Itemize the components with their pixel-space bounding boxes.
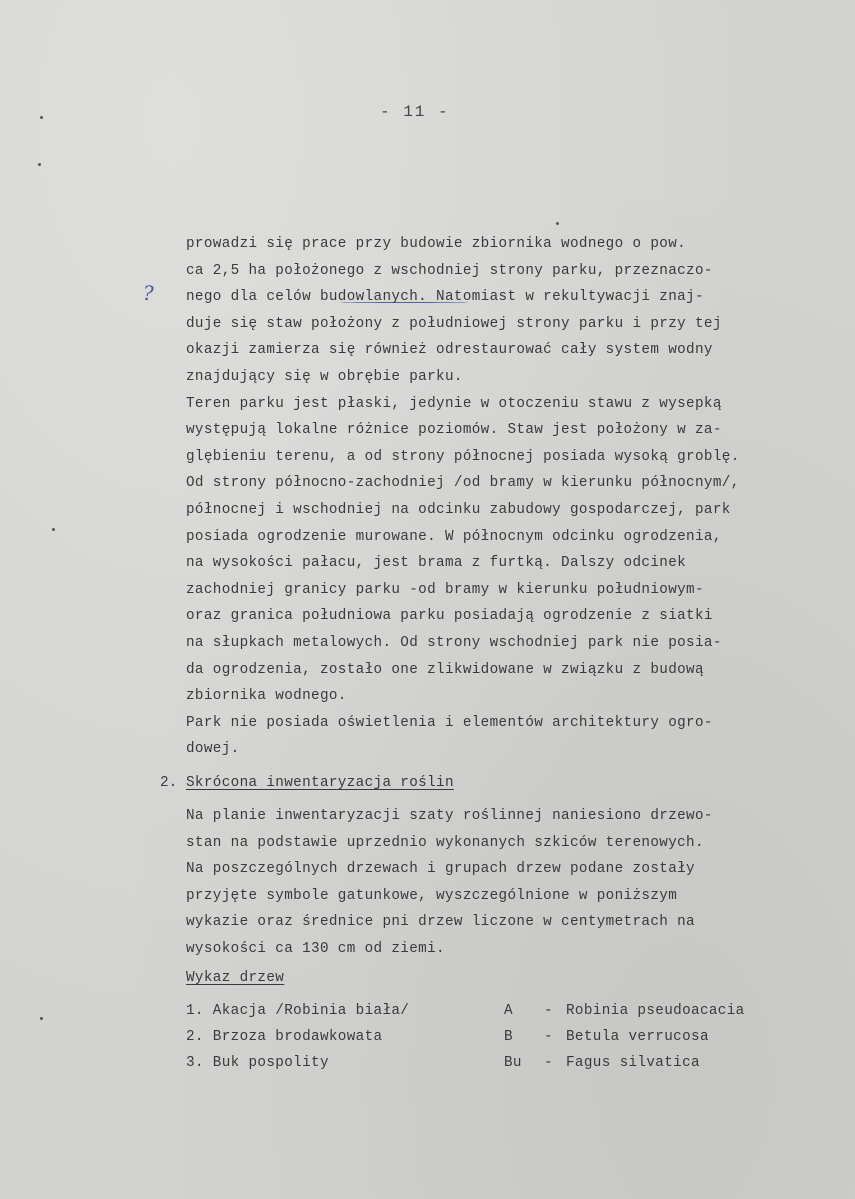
list-item <box>186 1024 826 1050</box>
page-number: - 11 - <box>380 103 450 121</box>
tree-name: 2. Brzoza brodawkowata <box>186 1029 383 1045</box>
paragraph-2: Teren parku jest płaski, jedynie w otoczeniu stawu z wysepką występują lokalne różnice poziomów. Staw jest położony w za- glębieniu terenu, a od strony północnej posiada wysoką groblę. Od strony północno-zachodniej /od bramy w kierunku północnym/, północnej i wschodniej na odcinku zabudowy gospodarczej, park posiada ogrodzenie murowane. W północnym odcinku ogrodzenia, na wysokości pałacu, jest brama z furtką. Dalszy odcinek zachodniej granicy parku -od bramy w kierunku południowym- oraz granica południowa parku posiadają ogrodzenie z siatki na słupkach metalowych. Od strony wschodniej park nie posia- da ogrodzenia, zostało one zlikwidowane w związku z budową zbiornika wodnego. <box>186 395 740 705</box>
tree-symbol: A <box>504 1003 513 1019</box>
paragraph-1: prowadzi się prace przy budowie zbiornika wodnego o pow. ca 2,5 ha położonego z wschodniej strony parku, przeznaczo- nego dla celów budowlanych. Natomiast w rekultywacji znaj- duje się staw położony z południowej strony parku i przy tej okazji zamierza się również odrestaurować cały system wodny znajdujący się w obrębie parku. <box>186 236 722 385</box>
tree-name: 3. Buk pospolity <box>186 1055 329 1071</box>
list-item <box>186 1050 826 1076</box>
paper-speck <box>556 222 559 225</box>
paper-speck <box>38 163 41 166</box>
tree-symbol: B <box>504 1029 513 1045</box>
paragraph-3: Park nie posiada oświetlenia i elementów architektury ogro- dowej. <box>186 714 713 758</box>
tree-list <box>186 998 826 1076</box>
tree-latin-name: Fagus silvatica <box>566 1055 700 1071</box>
paper-speck <box>40 116 43 119</box>
paper-speck <box>52 528 55 531</box>
tree-name: 1. Akacja /Robinia biała/ <box>186 1003 410 1019</box>
section-paragraph: Na planie inwentaryzacji szaty roślinnej naniesiono drzewo- stan na podstawie uprzednio wykonanych szkiców terenowych. Na poszczególnych drzewach i grupach drzew podane zostały przyjęte symbole gatunkowe, wyszczególnione w poniższym wykazie oraz średnice pni drzew liczone w centymetrach na wysokości ca 130 cm od ziemi. <box>186 808 713 957</box>
tree-symbol: Bu <box>504 1055 522 1071</box>
section-title: Skrócona inwentaryzacja roślin <box>186 775 454 791</box>
tree-latin-name: Betula verrucosa <box>566 1029 709 1045</box>
list-item <box>186 998 826 1024</box>
tree-latin-name: Robinia pseudoacacia <box>566 1003 745 1019</box>
body-text <box>186 231 826 763</box>
separator-dash: - <box>544 1003 553 1019</box>
section-number: 2. <box>160 775 178 791</box>
paper-speck <box>40 1017 43 1020</box>
separator-dash: - <box>544 1029 553 1045</box>
tree-list-title: Wykaz drzew <box>186 970 285 986</box>
margin-question-mark: ? <box>143 281 154 305</box>
separator-dash: - <box>544 1055 553 1071</box>
